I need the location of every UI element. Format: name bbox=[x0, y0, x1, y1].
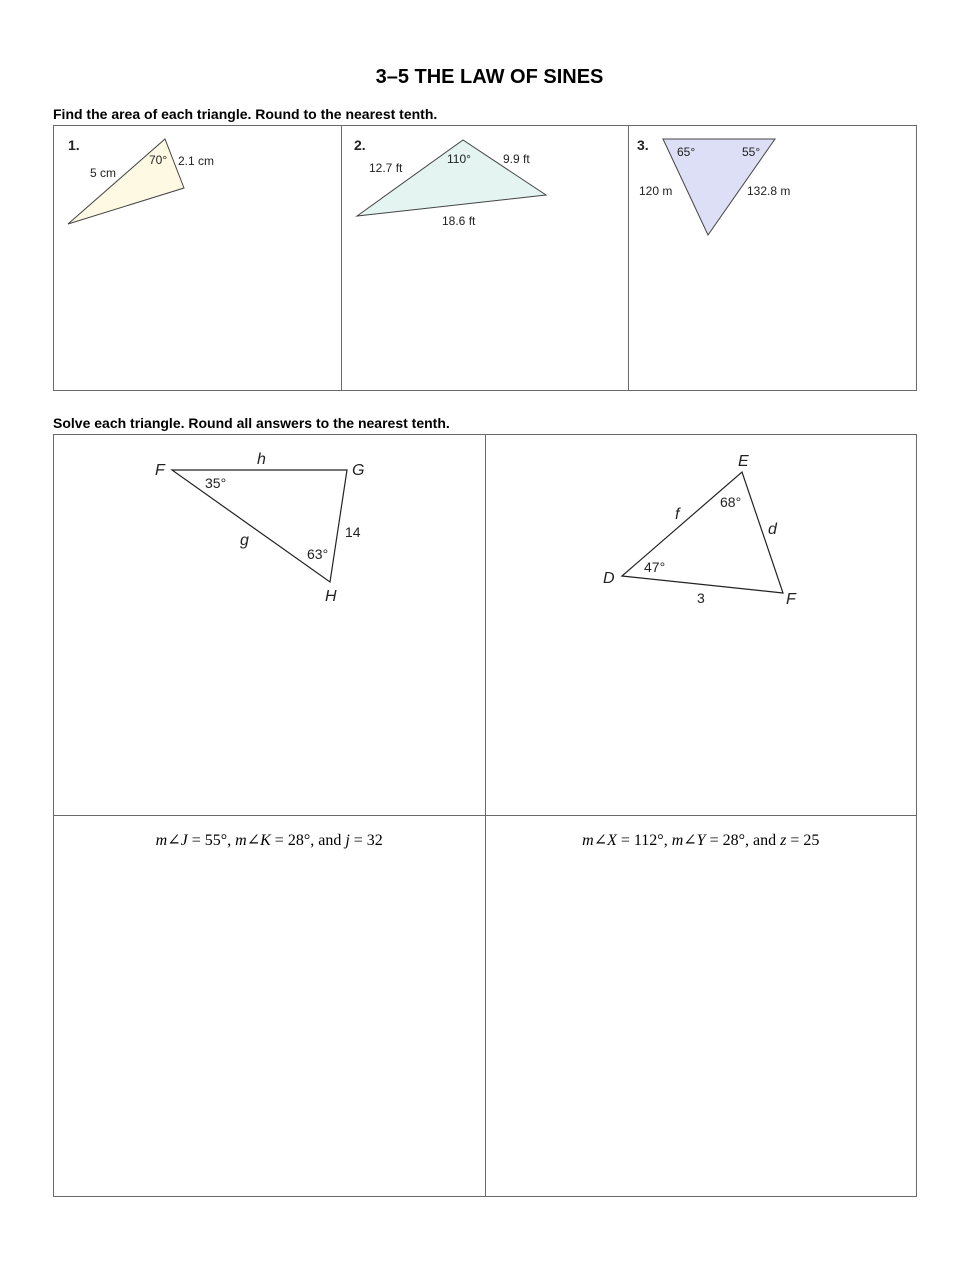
triangle-1-figure bbox=[54, 126, 342, 392]
problem-1-number: 1. bbox=[68, 137, 80, 153]
angle-e-measure: 68° bbox=[719, 494, 741, 510]
side-h-label: h bbox=[257, 451, 266, 468]
problem-2-cell bbox=[341, 126, 629, 391]
triangle-fgh-shape bbox=[172, 470, 347, 582]
triangle-2-angle: 110° bbox=[446, 152, 471, 166]
triangle-1-angle: 70° bbox=[149, 153, 168, 167]
problem-2-number: 2. bbox=[353, 137, 366, 153]
side-gh-length: 14 bbox=[345, 524, 361, 540]
page-title: 3–5 THE LAW OF SINES bbox=[375, 66, 604, 88]
problem-3-cell bbox=[629, 126, 917, 391]
side-g-label: g bbox=[240, 532, 249, 549]
section1-instruction: Find the area of each triangle. Round to the nearest tenth. bbox=[53, 106, 438, 122]
triangle-3-angle-b: 55° bbox=[742, 145, 761, 159]
triangle-2-figure bbox=[342, 126, 630, 392]
triangle-fgh-cell bbox=[54, 435, 486, 816]
vertex-h-label: H bbox=[325, 588, 337, 605]
problem-1-cell bbox=[54, 126, 342, 391]
angle-d-measure: 47° bbox=[643, 559, 665, 575]
vertex-f2-label: F bbox=[785, 591, 796, 608]
triangle-2-side-c: 18.6 ft bbox=[441, 214, 476, 228]
problem-xy-text: m∠X = 112°, m∠Y = 28°, and z = 25 bbox=[582, 832, 820, 849]
triangle-fgh-figure bbox=[54, 435, 486, 816]
side-d-label: d bbox=[767, 521, 777, 538]
section2-instruction: Solve each triangle. Round all answers to the nearest tenth. bbox=[53, 415, 450, 431]
vertex-d-label: D bbox=[602, 570, 615, 587]
triangle-1-shape bbox=[68, 139, 184, 224]
triangle-3-side-a: 120 m bbox=[639, 184, 673, 198]
angle-f-measure: 35° bbox=[205, 475, 227, 491]
triangle-3-side-b: 132.8 m bbox=[747, 184, 791, 198]
problem-3-number: 3. bbox=[637, 137, 649, 153]
triangle-2-side-a: 12.7 ft bbox=[368, 161, 403, 175]
angle-h-measure: 63° bbox=[307, 546, 329, 562]
area-problems-grid bbox=[53, 125, 917, 391]
triangle-1-side-a: 5 cm bbox=[90, 166, 117, 180]
triangle-2-side-b: 9.9 ft bbox=[502, 152, 530, 166]
triangle-def-figure bbox=[486, 435, 918, 816]
problem-jk-cell bbox=[54, 816, 486, 1197]
vertex-e-label: E bbox=[737, 453, 749, 470]
vertex-g-label: G bbox=[352, 462, 365, 479]
problem-jk-text: m∠J = 55°, m∠K = 28°, and j = 32 bbox=[155, 832, 383, 849]
vertex-f-label: F bbox=[155, 462, 165, 479]
triangle-def-cell bbox=[485, 435, 917, 816]
triangle-3-angle-a: 65° bbox=[677, 145, 696, 159]
side-f-label: f bbox=[674, 506, 679, 523]
solve-triangles-grid bbox=[53, 434, 917, 1197]
triangle-1-side-b: 2.1 cm bbox=[178, 154, 215, 168]
problem-xy-cell bbox=[485, 816, 917, 1197]
side-df-length: 3 bbox=[696, 590, 705, 606]
triangle-3-figure bbox=[629, 126, 917, 392]
